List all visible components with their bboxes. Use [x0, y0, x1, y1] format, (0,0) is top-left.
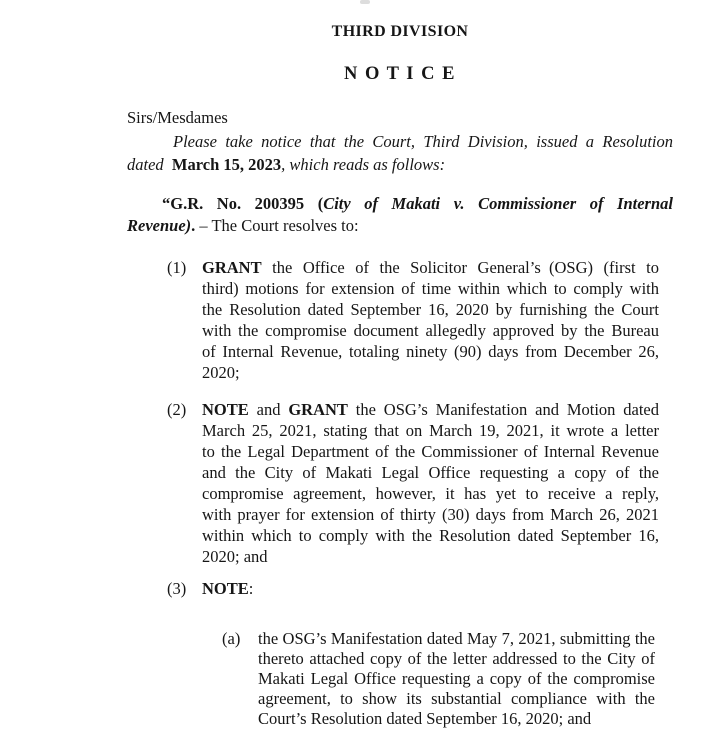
text-segment: City of Makati v. Commissioner of Internal: [323, 194, 673, 213]
document-line: [202, 278, 659, 299]
text-segment: .: [191, 216, 196, 235]
resolution-item-3-marker: (3): [167, 579, 187, 598]
text-segment: Makati Legal Office requesting a copy of the compromise: [258, 669, 655, 688]
document-line: [202, 299, 659, 320]
text-segment: the Office of the Solicitor General’s (OSG) (first to: [261, 258, 659, 277]
document-line: [202, 320, 659, 341]
resolution-item-2: [202, 399, 659, 567]
document-line: [202, 441, 659, 462]
text-segment: within which to comply with the Resolution dated September 16,: [202, 526, 659, 545]
document-line: [258, 669, 655, 689]
text-segment: March 25, 2021, stating that on March 19, 2021, it wrote a letter: [202, 421, 659, 440]
document-line: [127, 130, 673, 153]
resolution-item-3a-marker: (a): [222, 629, 241, 648]
salutation: Sirs/Mesdames: [127, 108, 228, 127]
text-segment: with the compromise document allegedly approved by the Bureau: [202, 321, 659, 340]
document-line: [127, 193, 673, 215]
text-segment: March 15, 2023: [171, 155, 282, 174]
document-line: [258, 689, 655, 709]
document-line: [127, 153, 673, 176]
text-segment: 2020;: [202, 363, 240, 382]
resolution-item-3a: [258, 629, 655, 729]
text-segment: to the Legal Department of the Commissioner of Internal Revenue: [202, 442, 659, 461]
text-segment: Court’s Resolution dated September 16, 2020; and: [258, 709, 592, 728]
document-line: [202, 257, 659, 278]
text-segment: the OSG’s Manifestation dated May 7, 2021, submitting the: [258, 629, 655, 648]
text-segment: and the City of Makati Legal Office requesting a copy of the: [202, 463, 659, 482]
text-segment: third) motions for extension of time within which to comply with: [202, 279, 659, 298]
document-line: [258, 649, 655, 669]
text-segment: Please take notice that the Court, Third Division, issued a Resolution: [173, 132, 673, 151]
division-heading: THIRD DIVISION: [331, 23, 469, 40]
text-segment: of Internal Revenue, totaling ninety (90) days from December 26,: [202, 342, 659, 361]
resolution-item-1: [202, 257, 659, 383]
text-segment: GRANT: [288, 400, 348, 419]
document-line: [202, 462, 659, 483]
text-segment: thereto attached copy of the letter addressed to the City of: [258, 649, 655, 668]
text-segment: 2020; and: [202, 547, 268, 566]
text-segment: the OSG’s Manifestation and Motion dated: [347, 400, 659, 419]
document-line: [202, 578, 659, 599]
text-segment: compromise agreement, however, it has yet to receive a reply,: [202, 484, 659, 503]
case-caption-paragraph: [127, 193, 673, 237]
text-segment: the Resolution dated September 16, 2020 by furnishing the Court: [202, 300, 659, 319]
text-segment: agreement, to show its substantial compliance with the: [258, 689, 655, 708]
text-segment: “G.R. No. 200395 (: [162, 194, 324, 213]
document-line: [127, 215, 673, 237]
text-segment: – The Court resolves to:: [195, 216, 359, 235]
text-segment: NOTE: [202, 579, 249, 598]
text-segment: NOTE: [202, 400, 249, 419]
document-line: [202, 341, 659, 362]
resolution-item-3: [202, 578, 659, 599]
text-segment: GRANT: [202, 258, 262, 277]
text-segment: dated: [127, 155, 172, 174]
text-segment: Revenue): [127, 216, 192, 235]
document-line: [202, 420, 659, 441]
text-segment: with prayer for extension of thirty (30) days from March 26, 2021: [202, 505, 659, 524]
text-segment: , which reads as follows:: [281, 155, 446, 174]
text-segment: :: [248, 579, 254, 598]
resolution-item-2-marker: (2): [167, 400, 187, 419]
resolution-item-1-marker: (1): [167, 258, 187, 277]
document-line: [202, 525, 659, 546]
text-segment: and: [248, 400, 289, 419]
document-line: [202, 504, 659, 525]
intro-paragraph: [127, 130, 673, 176]
notice-heading: N O T I C E: [344, 64, 456, 84]
document-line: [258, 629, 655, 649]
document-line: [202, 362, 659, 383]
document-line: [202, 399, 659, 420]
document-line: [258, 709, 655, 729]
document-line: [202, 546, 659, 567]
document-line: [202, 483, 659, 504]
